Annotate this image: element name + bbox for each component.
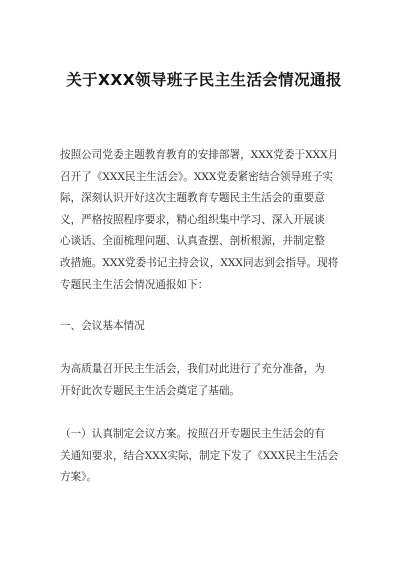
body-paragraph [60,359,356,402]
section-heading [60,316,356,338]
paragraph-line: 召开了《XXX民主生活会》。XXX党委紧密结合领导班子实 [60,170,334,183]
paragraph-line: 方案》。 [60,471,98,484]
paragraph-line: 专题民主生活会情况通报如下： [60,278,209,291]
intro-paragraph [60,145,356,296]
paragraph-line: 心谈话、全面梳理问题、认真查摆、剖析根源，并制定整 [60,235,325,248]
paragraph-line: 为高质量召开民主生活会，我们对此进行了充分准备，为 [60,363,325,375]
paragraph-line: （一）认真制定会议方案。按照召开专题民主生活会的有 [60,428,325,440]
subsection-paragraph [60,424,356,489]
paragraph-line: 按照公司党委主题教育教育的安排部署，XXX党委于XXX月 [60,149,339,161]
document-title: 关于XXX领导班子民主生活会情况通报 [66,71,342,89]
section-heading-text: 一、会议基本情况 [60,320,145,332]
paragraph-line: 义，严格按照程序要求，精心组织集中学习、深入开展谈 [60,213,325,226]
paragraph-line: 际，深刻认识开好这次主题教育专题民主生活会的重要意 [60,192,325,205]
paragraph-line: 改措施。XXX党委书记主持会议，XXX同志到会指导。现将 [60,256,339,269]
paragraph-line: 开好此次专题民主生活会奠定了基础。 [60,384,241,397]
paragraph-line: 关通知要求，结合XXX实际，制定下发了《XXX民主生活会 [60,449,339,462]
